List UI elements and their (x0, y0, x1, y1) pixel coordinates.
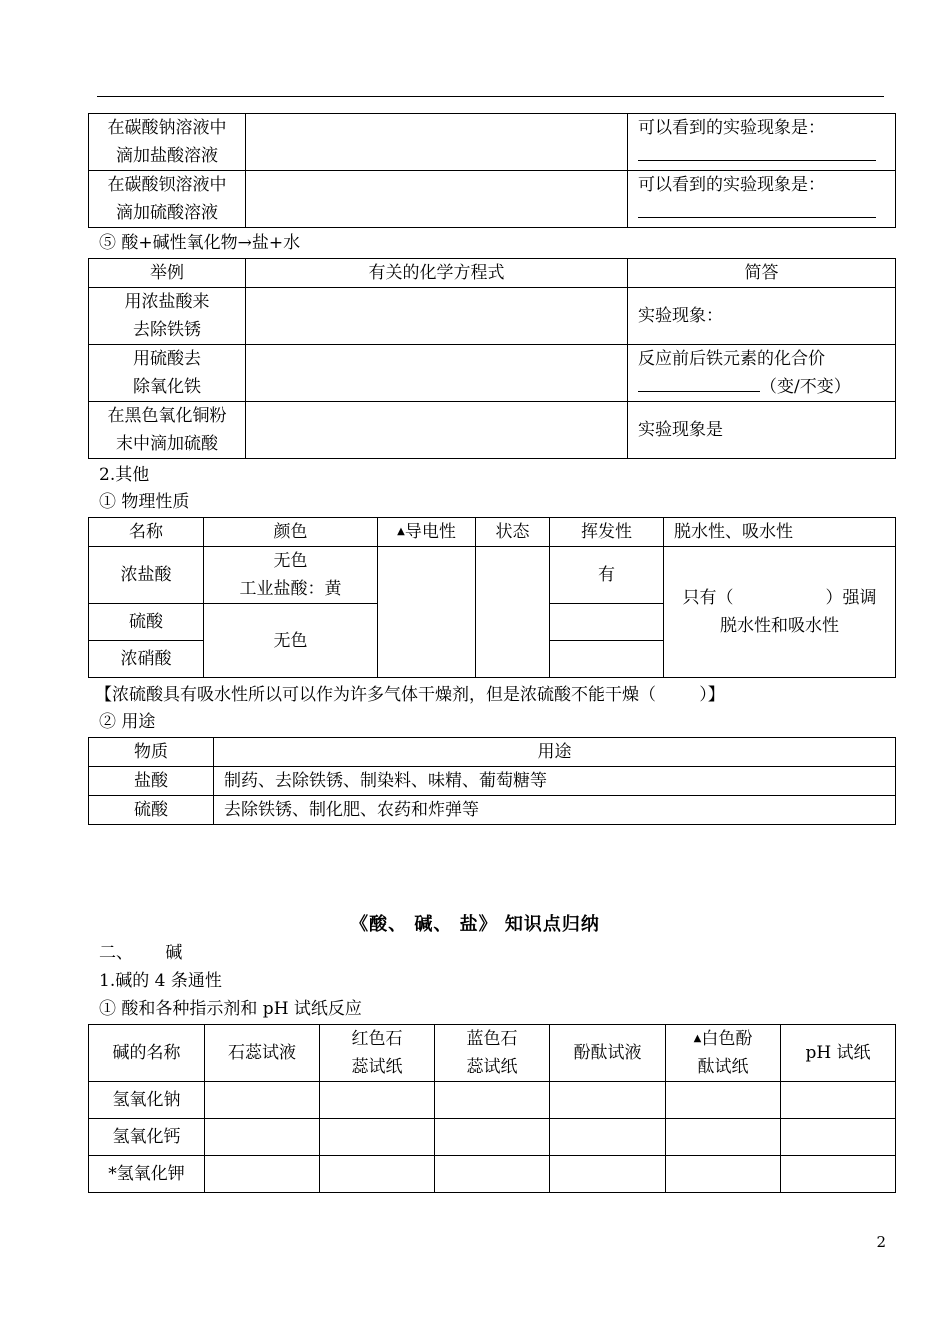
cell-blank[interactable] (781, 1082, 896, 1119)
cell-color: 无色 工业盐酸：黄 (204, 547, 378, 604)
table-acid-oxide (88, 258, 896, 459)
cell-answer[interactable]: 反应前后铁元素的化合价 （变/不变） (628, 345, 896, 402)
cell-blank[interactable] (550, 1156, 666, 1193)
table-row (89, 288, 896, 345)
cell-name: 氢氧化钠 (89, 1082, 205, 1119)
table-header (89, 1025, 896, 1082)
cell-name: 硫酸 (89, 796, 214, 825)
table-header (89, 738, 896, 767)
cell-blank[interactable] (550, 1119, 666, 1156)
header-cell: 简答 (628, 259, 896, 288)
cell-blank[interactable] (666, 1156, 781, 1193)
cell-name: 盐酸 (89, 767, 214, 796)
cell-blank[interactable] (378, 547, 476, 678)
header-cell: 状态 (476, 518, 550, 547)
note-sulfuric: 【浓硫酸具有吸水性所以可以作为许多气体干燥剂，但是浓硫酸不能干燥（ ）】 (95, 685, 725, 705)
cell-label: 用硫酸去 除氧化铁 (89, 345, 246, 402)
cell-blank[interactable] (320, 1082, 435, 1119)
cell-blank[interactable] (666, 1119, 781, 1156)
cell-blank[interactable] (246, 171, 628, 228)
cell-name: 氢氧化钙 (89, 1119, 205, 1156)
cell-name: 浓硝酸 (89, 641, 204, 678)
cell-answer[interactable]: 可以看到的实验现象是： (628, 114, 896, 171)
cell-blank[interactable] (781, 1119, 896, 1156)
section-indicator: ① 酸和各种指示剂和 pH 试纸反应 (99, 999, 362, 1019)
table-header (89, 259, 896, 288)
cell-dehydration[interactable]: 只有（ ）强调 脱水性和吸水性 (664, 547, 896, 678)
header-cell: 名称 (89, 518, 204, 547)
cell-blank[interactable] (205, 1082, 320, 1119)
cell-blank[interactable] (205, 1119, 320, 1156)
header-cell: 脱水性、吸水性 (664, 518, 896, 547)
header-rule (97, 96, 884, 97)
table-row (89, 171, 896, 228)
cell-blank[interactable] (550, 604, 664, 641)
cell-blank[interactable] (205, 1156, 320, 1193)
cell-label: 在碳酸钠溶液中 滴加盐酸溶液 (89, 114, 246, 171)
page-title: 《酸、 碱、 盐》 知识点归纳 (350, 914, 600, 935)
header-cell: 举例 (89, 259, 246, 288)
header-cell: ▲导电性 (378, 518, 476, 547)
header-cell: 颜色 (204, 518, 378, 547)
table-row (89, 1082, 896, 1119)
table-row (89, 796, 896, 825)
section-base: 二、 碱 (99, 943, 183, 963)
header-cell: 有关的化学方程式 (246, 259, 628, 288)
table-use (88, 737, 896, 825)
header-cell: 碱的名称 (89, 1025, 205, 1082)
triangle-icon: ▲ (397, 526, 405, 537)
header-cell: 石蕊试液 (205, 1025, 320, 1082)
header-cell: 用途 (214, 738, 896, 767)
cell-blank[interactable] (246, 345, 628, 402)
cell-blank[interactable] (435, 1119, 550, 1156)
header-cell: ▲白色酚 酞试纸 (666, 1025, 781, 1082)
cell-name: *氢氧化钾 (89, 1156, 205, 1193)
cell-blank[interactable] (666, 1082, 781, 1119)
header-cell: 挥发性 (550, 518, 664, 547)
header-cell: 物质 (89, 738, 214, 767)
cell-volatile: 有 (550, 547, 664, 604)
cell-blank[interactable] (435, 1082, 550, 1119)
table-row (89, 402, 896, 459)
cell-blank[interactable] (320, 1156, 435, 1193)
cell-answer[interactable]: 可以看到的实验现象是： (628, 171, 896, 228)
cell-blank[interactable] (781, 1156, 896, 1193)
cell-label: 在黑色氧化铜粉 末中滴加硫酸 (89, 402, 246, 459)
triangle-icon: ▲ (693, 1033, 702, 1044)
cell-blank[interactable] (550, 1082, 666, 1119)
section-other: 2.其他 (99, 465, 150, 485)
section-use: ② 用途 (99, 712, 156, 732)
cell-label: 用浓盐酸来 去除铁锈 (89, 288, 246, 345)
table-header (89, 518, 896, 547)
cell-use: 制药、去除铁锈、制染料、味精、葡萄糖等 (214, 767, 896, 796)
cell-use: 去除铁锈、制化肥、农药和炸弹等 (214, 796, 896, 825)
table-row (89, 1119, 896, 1156)
cell-label: 在碳酸钡溶液中 滴加硫酸溶液 (89, 171, 246, 228)
header-cell: 红色石 蕊试纸 (320, 1025, 435, 1082)
table-indicators (88, 1024, 896, 1193)
cell-color: 无色 (204, 604, 378, 678)
header-cell: 蓝色石 蕊试纸 (435, 1025, 550, 1082)
header-cell: pH 试纸 (781, 1025, 896, 1082)
cell-answer[interactable]: 实验现象是 (628, 402, 896, 459)
table-physical (88, 517, 896, 678)
header-cell: 酚酞试液 (550, 1025, 666, 1082)
cell-name: 浓盐酸 (89, 547, 204, 604)
cell-blank[interactable] (320, 1119, 435, 1156)
table-row (89, 114, 896, 171)
section-base-props: 1.碱的 4 条通性 (99, 971, 222, 991)
cell-blank[interactable] (246, 114, 628, 171)
cell-blank[interactable] (550, 641, 664, 678)
table-row (89, 1156, 896, 1193)
section-acid-oxide: ⑤ 酸+碱性氧化物→盐+水 (99, 233, 301, 253)
table-carbonate (88, 113, 896, 228)
cell-blank[interactable] (476, 547, 550, 678)
table-row (89, 547, 896, 604)
table-row (89, 767, 896, 796)
table-row (89, 345, 896, 402)
cell-blank[interactable] (246, 402, 628, 459)
cell-answer[interactable]: 实验现象： (628, 288, 896, 345)
page-number: 2 (876, 1233, 886, 1251)
section-physical: ① 物理性质 (99, 492, 190, 512)
cell-name: 硫酸 (89, 604, 204, 641)
cell-blank[interactable] (435, 1156, 550, 1193)
cell-blank[interactable] (246, 288, 628, 345)
